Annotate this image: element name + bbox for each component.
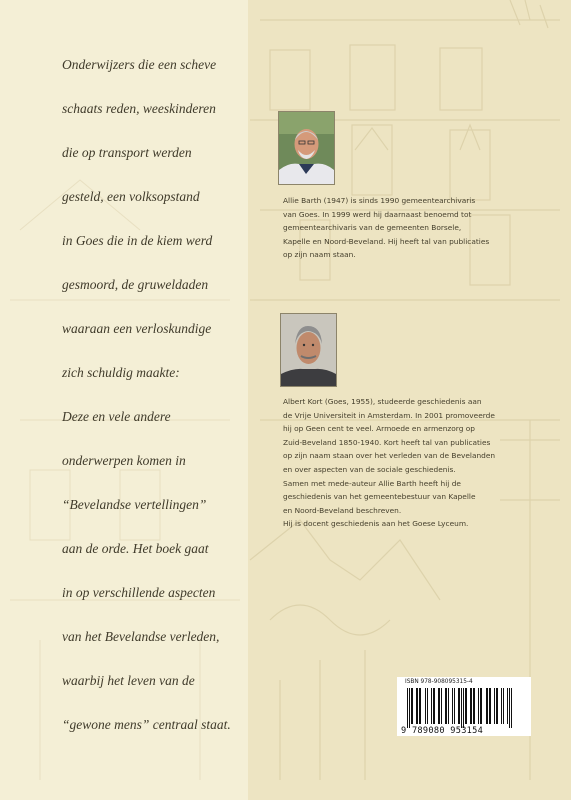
barcode-digits: 9 789080 953154 xyxy=(401,726,484,736)
blurb-line: waaraan een verloskundige xyxy=(62,321,212,336)
blurb-line: zich schuldig maakte: xyxy=(62,365,180,380)
bio-line: Samen met mede-auteur Allie Barth heeft hij de xyxy=(283,478,461,488)
blurb-line: “gewone mens” centraal staat. xyxy=(62,717,231,732)
blurb-line: gesteld, een volksopstand xyxy=(62,189,200,204)
bio-line: gemeentearchivaris van de gemeenten Borsele, xyxy=(283,223,462,233)
blurb-line: Deze en vele andere xyxy=(62,409,171,424)
bio-line: Kapelle en Noord-Beveland. Hij heeft tal van publicaties xyxy=(283,236,490,246)
blurb-line: in Goes die in de kiem werd xyxy=(62,233,213,248)
bio-line: op zijn naam staan. xyxy=(283,250,356,260)
blurb-line: schaats reden, weeskinderen xyxy=(62,101,216,116)
bio-line: geschiedenis van het gemeentebestuur van Kapelle xyxy=(283,492,476,502)
bio-line: Albert Kort (Goes, 1955), studeerde geschiedenis aan xyxy=(283,397,482,406)
author-bio-allie-barth xyxy=(283,194,489,262)
blurb-line: waarbij het leven van de xyxy=(62,673,195,688)
barcode-bars xyxy=(401,688,527,728)
bio-line: van Goes. In 1999 werd hij daarnaast benoemd tot xyxy=(283,209,472,219)
blurb-line: aan de orde. Het boek gaat xyxy=(62,541,209,556)
blurb-line: onderwerpen komen in xyxy=(62,453,186,468)
bio-line: Hij is docent geschiedenis aan het Goese Lyceum. xyxy=(283,519,469,529)
bio-line: hij op Geen cent te veel. Armoede en armenzorg op xyxy=(283,424,475,434)
blurb-line: “Bevelandse vertellingen” xyxy=(62,497,207,512)
bio-line: Allie Barth (1947) is sinds 1990 gemeentearchivaris xyxy=(283,196,476,205)
isbn-label: ISBN 978-908095315-4 xyxy=(405,679,473,685)
blurb-line: van het Bevelandse verleden, xyxy=(62,629,220,644)
blurb-line: Onderwijzers die een scheve xyxy=(62,57,217,72)
author-photo-allie-barth xyxy=(278,111,335,185)
blurb-line: gesmoord, de gruweldaden xyxy=(62,277,209,292)
isbn-barcode xyxy=(397,677,531,736)
bio-line: Zuid-Beveland 1850-1940. Kort heeft tal van publicaties xyxy=(283,437,491,447)
bio-line: de Vrije Universiteit in Amsterdam. In 2001 promoveerde xyxy=(283,410,495,420)
bio-line: en Noord-Beveland beschreven. xyxy=(283,505,402,515)
author-bio-albert-kort xyxy=(283,395,495,531)
bio-line: en over aspecten van de sociale geschiedenis. xyxy=(283,464,456,474)
author-photo-albert-kort xyxy=(280,313,337,387)
blurb-line: die op transport werden xyxy=(62,145,192,160)
bio-line: op zijn naam staan over het verleden van de Bevelanden xyxy=(283,451,496,461)
blurb-line: in op verschillende aspecten xyxy=(62,585,216,600)
